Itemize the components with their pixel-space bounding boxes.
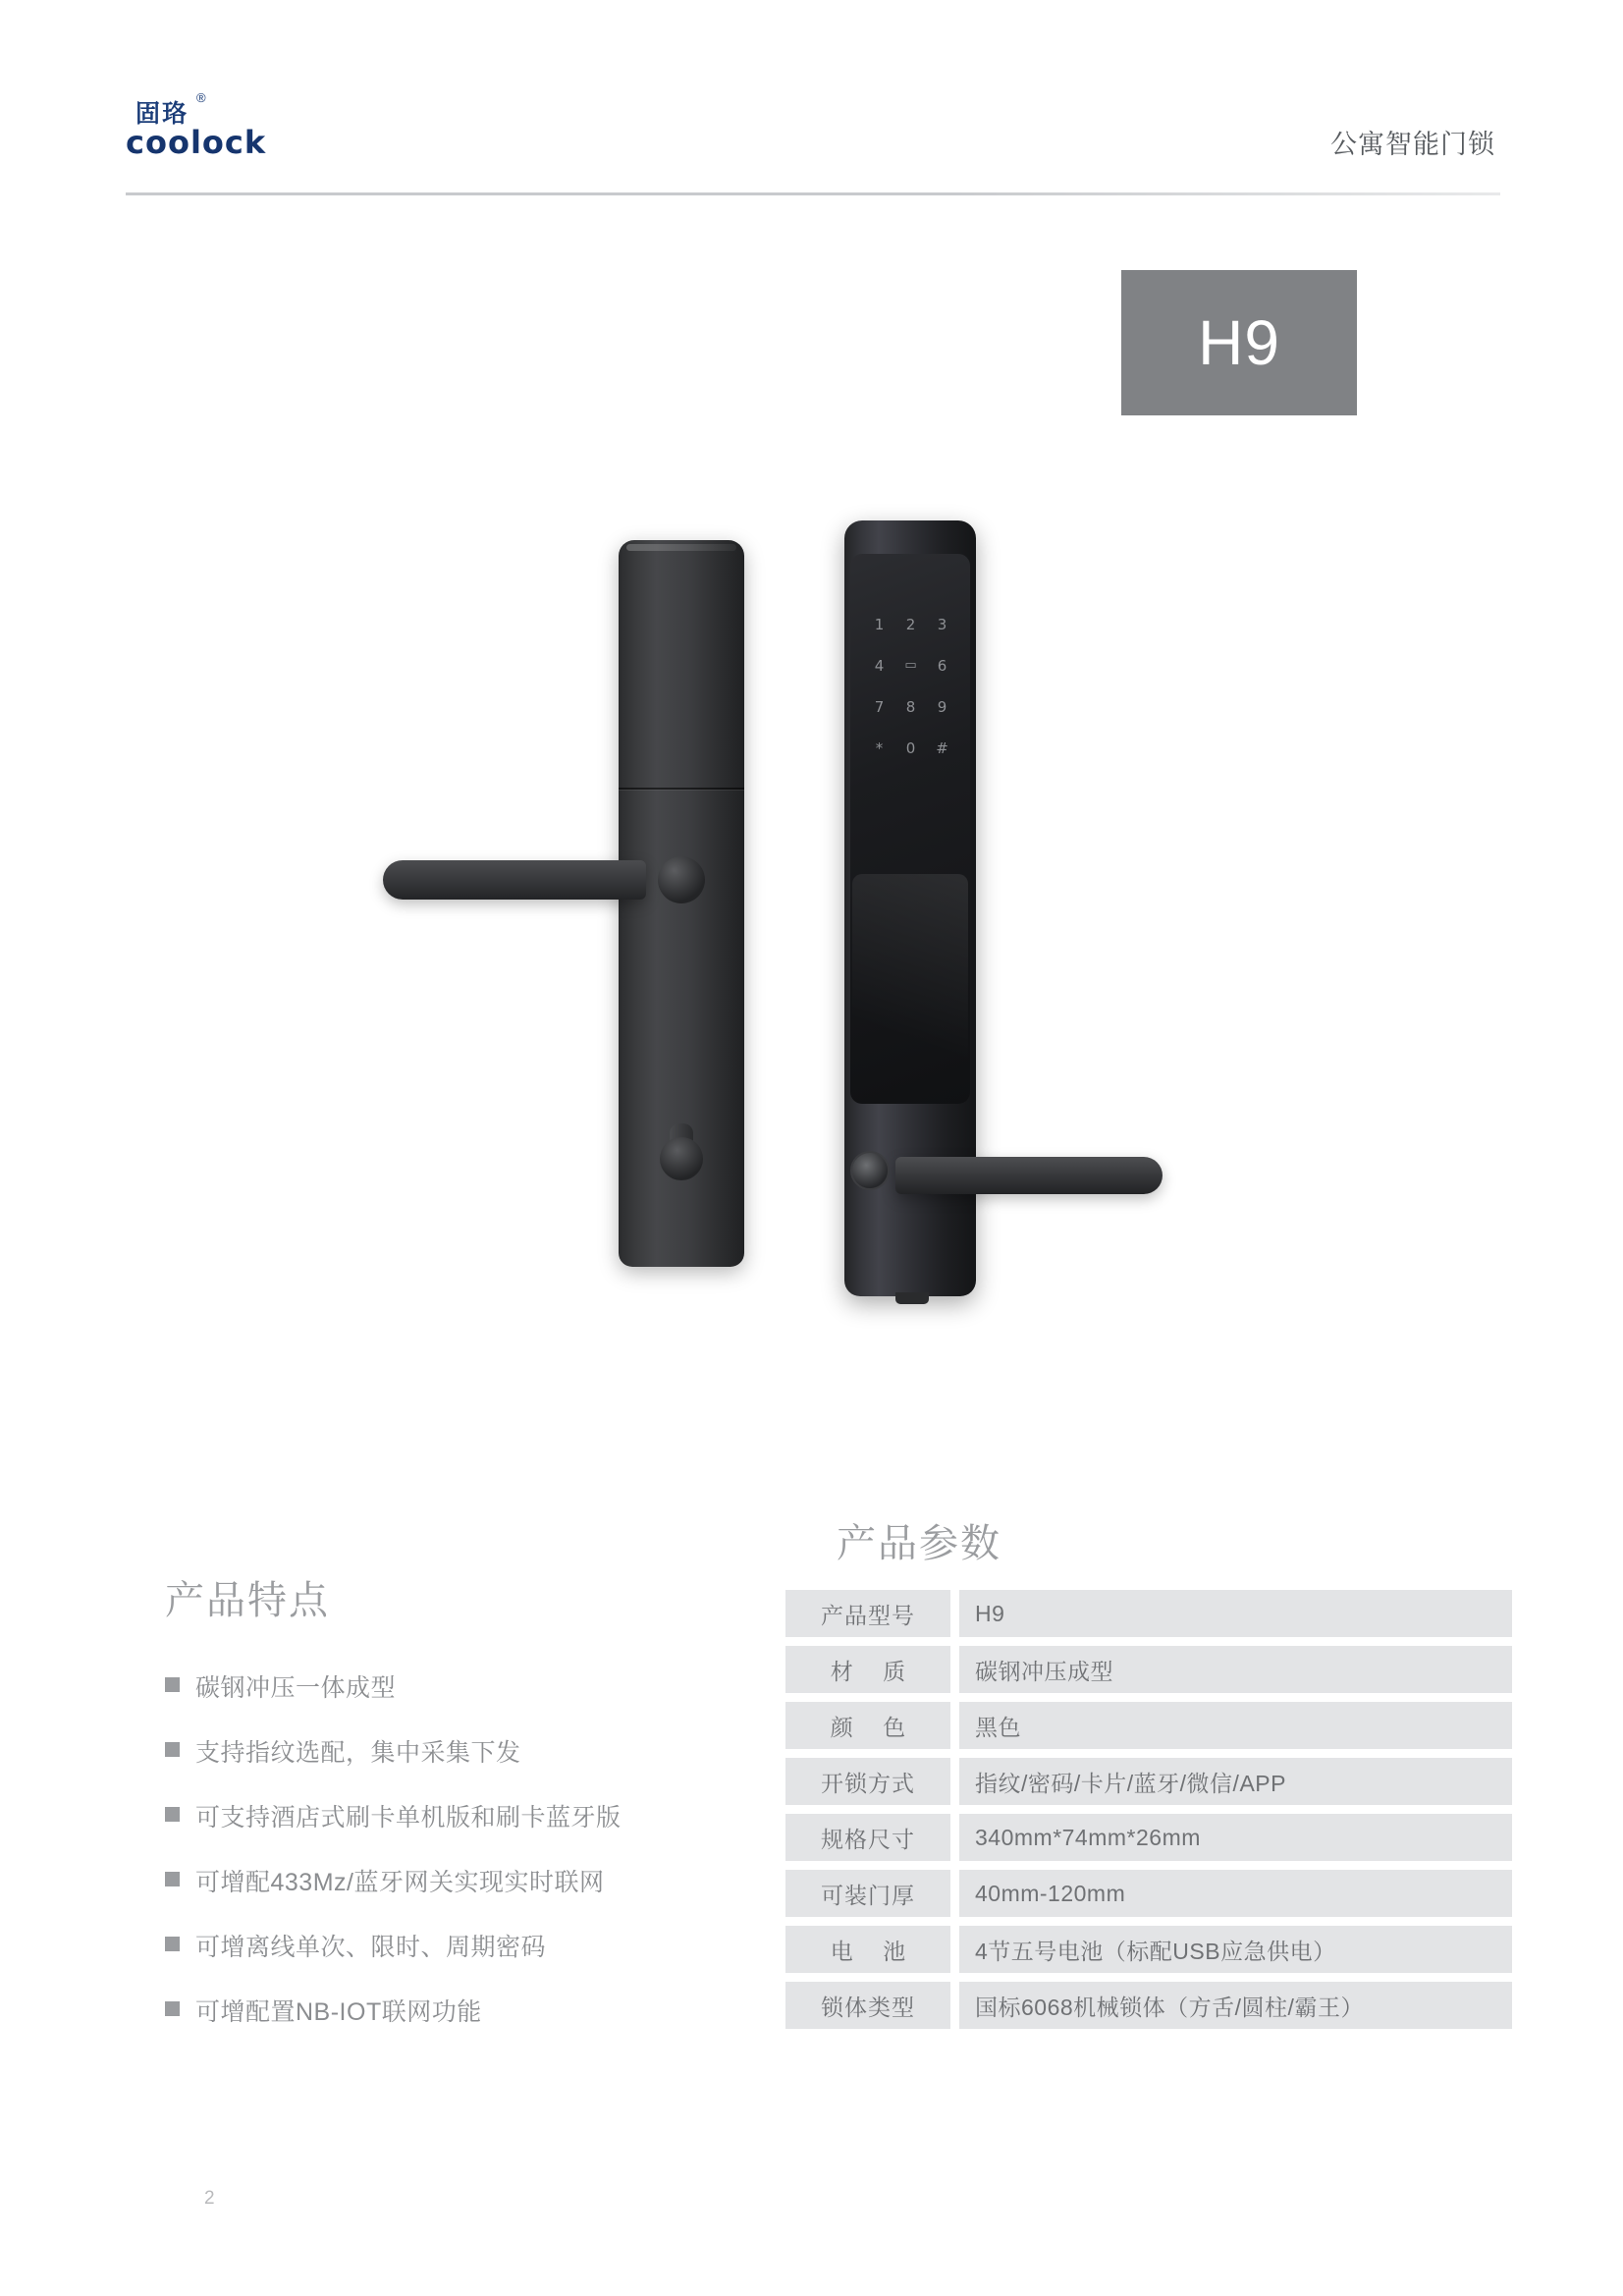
table-row bbox=[785, 1814, 1512, 1861]
feature-label: 可增配433Mz/蓝牙网关实现实时联网 bbox=[195, 1869, 605, 1896]
features-title: 产品特点 bbox=[165, 1579, 330, 1622]
brand-logo bbox=[126, 90, 302, 173]
spec-key: 可装门厚 bbox=[785, 1870, 950, 1917]
keypad-key-9: 9 bbox=[937, 698, 948, 716]
table-row bbox=[785, 1590, 1512, 1637]
brand-logo-en: coolock bbox=[126, 124, 267, 161]
page-header bbox=[0, 0, 1623, 206]
list-item bbox=[165, 1668, 774, 1704]
spec-value: 指纹/密码/卡片/蓝牙/微信/APP bbox=[959, 1758, 1512, 1805]
spec-value: 黑色 bbox=[959, 1702, 1512, 1749]
spec-key: 开锁方式 bbox=[785, 1758, 950, 1805]
page-number: 2 bbox=[204, 2188, 215, 2209]
feature-label: 支持指纹选配，集中采集下发 bbox=[195, 1739, 521, 1767]
registered-trademark-icon: ® bbox=[196, 90, 206, 105]
keypad-key-0: 0 bbox=[905, 739, 917, 757]
table-row bbox=[785, 1982, 1512, 2029]
table-row bbox=[785, 1702, 1512, 1749]
model-badge-label: H9 bbox=[1198, 307, 1280, 378]
lock-front-glass-reflection bbox=[852, 874, 968, 1100]
list-item bbox=[165, 1863, 774, 1898]
table-row bbox=[785, 1870, 1512, 1917]
header-divider bbox=[126, 192, 1500, 195]
model-badge bbox=[1121, 270, 1357, 415]
lock-back-highlight bbox=[626, 544, 736, 551]
table-row bbox=[785, 1646, 1512, 1693]
specs-section bbox=[785, 1512, 1512, 2038]
feature-label: 可增配置NB-IOT联网功能 bbox=[195, 1998, 482, 2026]
emergency-usb-port bbox=[895, 1292, 929, 1304]
lock-front-panel bbox=[844, 520, 976, 1296]
keypad-key-2: 2 bbox=[905, 616, 917, 633]
spec-key: 规格尺寸 bbox=[785, 1814, 950, 1861]
keypad-key-1: 1 bbox=[874, 616, 886, 633]
features-section bbox=[165, 1569, 774, 2057]
spec-key: 颜 色 bbox=[785, 1702, 950, 1749]
spec-key: 锁体类型 bbox=[785, 1982, 950, 2029]
keypad-key-hash: # bbox=[936, 739, 949, 757]
lock-back-seam bbox=[619, 788, 744, 790]
lock-back-panel bbox=[619, 540, 744, 1267]
fingerprint-icon bbox=[850, 1151, 890, 1190]
header-title: 公寓智能门锁 bbox=[1330, 130, 1495, 159]
keypad-key-6: 6 bbox=[937, 657, 948, 675]
lock-back-thumbturn-knob bbox=[660, 1137, 703, 1180]
square-bullet-icon bbox=[165, 1872, 180, 1886]
spec-key: 电 池 bbox=[785, 1926, 950, 1973]
square-bullet-icon bbox=[165, 2001, 180, 2016]
lock-back-handle bbox=[383, 860, 646, 900]
spec-key: 材 质 bbox=[785, 1646, 950, 1693]
spec-value: H9 bbox=[959, 1590, 1512, 1637]
keypad-key-3: 3 bbox=[937, 616, 948, 633]
square-bullet-icon bbox=[165, 1677, 180, 1692]
lock-back-spindle-hub bbox=[658, 856, 705, 903]
keypad-key-star: * bbox=[875, 739, 885, 757]
keypad-key-7: 7 bbox=[874, 698, 886, 716]
features-list bbox=[165, 1668, 774, 2028]
table-row bbox=[785, 1758, 1512, 1805]
touch-keypad bbox=[864, 617, 958, 756]
list-item bbox=[165, 1733, 774, 1769]
spec-value: 4节五号电池（标配USB应急供电） bbox=[959, 1926, 1512, 1973]
spec-value: 40mm-120mm bbox=[959, 1870, 1512, 1917]
feature-label: 可增离线单次、限时、周期密码 bbox=[195, 1934, 547, 1961]
product-image bbox=[373, 511, 1178, 1306]
list-item bbox=[165, 1798, 774, 1833]
spec-value: 国标6068机械锁体（方舌/圆柱/霸王） bbox=[959, 1982, 1512, 2029]
spec-value: 碳钢冲压成型 bbox=[959, 1646, 1512, 1693]
list-item bbox=[165, 1928, 774, 1963]
keypad-key-4: 4 bbox=[874, 657, 886, 675]
square-bullet-icon bbox=[165, 1742, 180, 1757]
card-icon: ▭ bbox=[904, 658, 918, 673]
square-bullet-icon bbox=[165, 1937, 180, 1951]
specs-title: 产品参数 bbox=[837, 1522, 1001, 1565]
lock-front-handle bbox=[895, 1157, 1163, 1194]
spec-key: 产品型号 bbox=[785, 1590, 950, 1637]
brand-logo-cn: 固珞 bbox=[135, 99, 189, 128]
table-row bbox=[785, 1926, 1512, 1973]
feature-label: 碳钢冲压一体成型 bbox=[195, 1674, 397, 1702]
square-bullet-icon bbox=[165, 1807, 180, 1822]
spec-value: 340mm*74mm*26mm bbox=[959, 1814, 1512, 1861]
feature-label: 可支持酒店式刷卡单机版和刷卡蓝牙版 bbox=[195, 1804, 622, 1831]
keypad-key-8: 8 bbox=[905, 698, 917, 716]
list-item bbox=[165, 1993, 774, 2028]
